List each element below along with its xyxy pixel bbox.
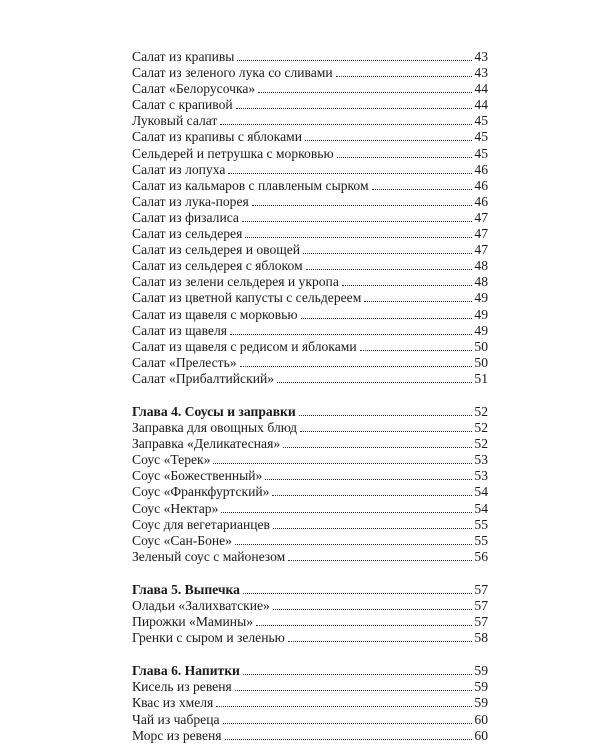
entry-title: Кисель из ревеня [132,679,232,695]
page-number: 56 [474,548,488,564]
toc-entry [132,65,488,81]
section-gap [132,646,488,663]
dot-leader [252,205,473,206]
toc-entry [132,728,488,744]
dot-leader [342,285,473,286]
page-number: 49 [474,322,488,338]
entry-title: Соус для вегетарианцев [132,516,270,532]
dot-leader [288,560,472,561]
toc-entry [132,274,488,290]
toc-entry [132,81,488,97]
page-number: 53 [474,452,488,468]
toc-entry [132,468,488,484]
page-number: 46 [474,177,488,193]
entry-title: Салат из лука-порея [132,193,249,209]
dot-leader [303,253,472,254]
entry-title: Морс из ревеня [132,727,222,743]
page-number: 45 [474,145,488,161]
dot-leader [283,447,472,448]
page-number: 46 [474,193,488,209]
entry-title: Салат «Прелесть» [132,354,237,370]
entry-title: Салат из кальмаров с плавленым сырком [132,177,369,193]
page-number: 50 [474,338,488,354]
page-number: 54 [474,484,488,500]
chapter-heading [132,582,488,598]
toc-entry [132,614,488,630]
page-number: 50 [474,354,488,370]
page-number: 52 [474,436,488,452]
page-number: 57 [474,581,488,597]
dot-leader [225,739,473,740]
chapter-title: Глава 5. Выпечка [132,581,240,597]
dot-leader [299,415,473,416]
section-gap [132,565,488,582]
toc-entry [132,436,488,452]
entry-title: Салат «Прибалтийский» [132,370,275,386]
dot-leader [237,60,472,61]
toc-entry [132,178,488,194]
entry-title: Салат из щавеля [132,322,227,338]
page-number: 54 [474,500,488,516]
dot-leader [306,269,473,270]
toc-entry [132,49,488,65]
dot-leader [273,609,473,610]
dot-leader [223,723,473,724]
entry-title: Пирожки «Мамины» [132,614,254,630]
toc-entry [132,355,488,371]
dot-leader [216,706,472,707]
entry-title: Заправка для овощных блюд [132,420,298,436]
page-number: 47 [474,242,488,258]
toc-entry [132,210,488,226]
toc-entry [132,484,488,500]
toc-entry [132,97,488,113]
dot-leader [243,593,472,594]
page-number: 52 [474,403,488,419]
entry-title: Соус «Терек» [132,452,211,468]
entry-title: Салат из зелени сельдерея и укропа [132,274,339,290]
entry-title: Оладьи «Залихватские» [132,598,270,613]
toc-entry [132,630,488,646]
dot-leader [273,528,472,529]
page-number: 53 [474,468,488,484]
toc-entry [132,517,488,533]
dot-leader [288,641,473,642]
page-number: 49 [474,306,488,322]
toc-entry [132,323,488,339]
entry-title: Салат из сельдерея с яблоком [132,258,303,274]
dot-leader [213,463,472,464]
page-number: 47 [474,226,488,242]
dot-leader [360,350,473,351]
page-number: 58 [474,630,488,646]
toc-entry [132,129,488,145]
entry-title: Салат из щавеля с редисом и яблоками [132,338,357,354]
dot-leader [272,495,472,496]
toc-entry [132,339,488,355]
dot-leader [220,124,472,125]
page-number: 55 [474,516,488,532]
entry-title: Соус «Нектар» [132,500,219,516]
page-number: 52 [474,420,488,436]
dot-leader [337,157,473,158]
chapter-title: Глава 6. Напитки [132,663,240,679]
page-number: 48 [474,274,488,290]
toc-entry [132,549,488,565]
dot-leader [301,318,473,319]
page-number: 59 [474,663,488,679]
table-of-contents [132,49,488,744]
dot-leader [300,431,472,432]
entry-title: Салат из зеленого лука со сливами [132,65,333,81]
chapter-heading [132,663,488,679]
toc-entry [132,533,488,549]
entry-title: Гренки с сыром и зеленью [132,630,285,646]
entry-title: Салат из сельдерея [132,226,243,242]
dot-leader [336,76,473,77]
page-number: 43 [474,65,488,81]
dot-leader [240,366,473,367]
entry-title: Зеленый соус с майонезом [132,548,286,564]
entry-title: Салат из щавеля с морковью [132,306,298,322]
toc-entry [132,258,488,274]
page-number: 51 [474,370,488,386]
toc-entry [132,679,488,695]
dot-leader [243,674,473,675]
dot-leader [236,108,473,109]
page-number: 55 [474,532,488,548]
page-number: 48 [474,258,488,274]
dot-leader [277,382,472,383]
dot-leader [245,237,472,238]
toc-entry [132,598,488,614]
toc-entry [132,194,488,210]
dot-leader [256,625,472,626]
page-number: 57 [474,598,488,613]
dot-leader [242,221,472,222]
entry-title: Салат «Белорусочка» [132,81,256,97]
toc-entry [132,307,488,323]
entry-title: Салат из цветной капусты с сельдереем [132,290,362,306]
toc-entry [132,695,488,711]
page-number: 49 [474,290,488,306]
entry-title: Салат из крапивы с яблоками [132,129,302,145]
chapter-heading [132,404,488,420]
dot-leader [364,301,472,302]
dot-leader [221,512,472,513]
page-number: 57 [474,614,488,630]
toc-entry [132,113,488,129]
dot-leader [228,173,472,174]
entry-title: Сельдерей и петрушка с морковью [132,145,334,161]
dot-leader [258,92,472,93]
page-number: 59 [474,695,488,711]
entry-title: Салат из сельдерея и овощей [132,242,301,258]
entry-title: Салат из крапивы [132,49,235,64]
chapter-title: Глава 4. Соусы и заправки [132,403,296,419]
page-number: 46 [474,161,488,177]
dot-leader [372,189,473,190]
page-number: 60 [474,711,488,727]
dot-leader [305,140,472,141]
toc-entry [132,290,488,306]
entry-title: Луковый салат [132,113,218,129]
page-number: 47 [474,209,488,225]
page-number: 45 [474,113,488,129]
entry-title: Салат из лопуха [132,161,226,177]
entry-title: Чай из чабреца [132,711,220,727]
entry-title: Заправка «Деликатесная» [132,436,281,452]
page-number: 43 [474,49,488,64]
entry-title: Салат из физалиса [132,209,239,225]
page-number: 44 [474,97,488,113]
dot-leader [265,479,472,480]
toc-entry [132,712,488,728]
dot-leader [235,690,473,691]
page-number: 59 [474,679,488,695]
entry-title: Соус «Франкфуртский» [132,484,270,500]
dot-leader [235,544,472,545]
entry-title: Соус «Божественный» [132,468,263,484]
toc-entry [132,501,488,517]
toc-entry [132,452,488,468]
page-number: 44 [474,81,488,97]
section-gap [132,387,488,404]
toc-entry [132,242,488,258]
entry-title: Салат с крапивой [132,97,233,113]
entry-title: Соус «Сан-Боне» [132,532,232,548]
toc-entry [132,146,488,162]
toc-entry [132,162,488,178]
page-number: 45 [474,129,488,145]
toc-entry [132,371,488,387]
toc-entry [132,226,488,242]
entry-title: Квас из хмеля [132,695,214,711]
dot-leader [230,334,472,335]
toc-entry [132,420,488,436]
page-number: 60 [474,727,488,743]
